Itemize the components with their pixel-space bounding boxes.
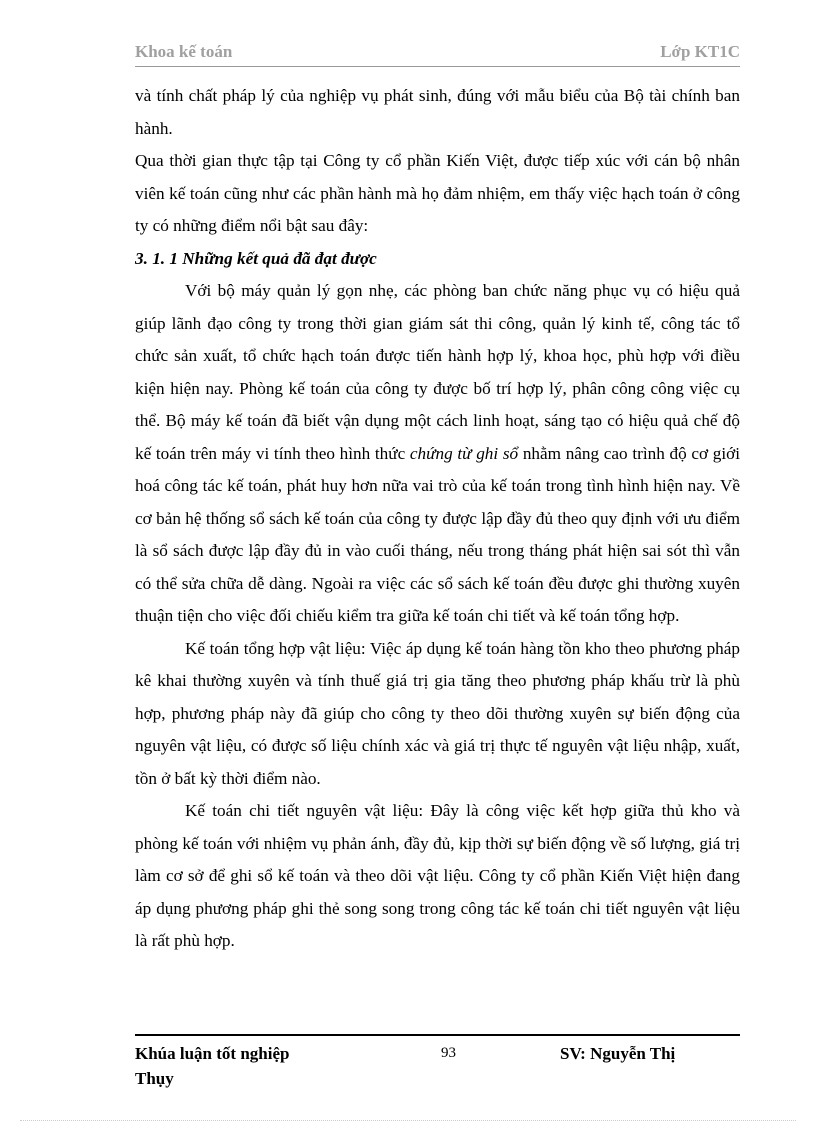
paragraph-5: Kế toán chi tiết nguyên vật liệu: Đây là công việc kết hợp giữa thủ kho và phòng kế toán với nhiệm vụ phản ánh, đầy đủ, kịp thời sự biến động về số lượng, giá trị làm cơ sở để ghi sổ kế toán và theo dõi vật liệu. Công ty cổ phần Kiến Việt hiện đang áp dụng phương pháp ghi thẻ song song trong công tác kế toán chi tiết nguyên vật liệu là rất phù hợp. bbox=[135, 801, 740, 950]
page-header bbox=[135, 40, 740, 67]
footer-student-name-cont: Thụy bbox=[135, 1069, 174, 1088]
paragraph-3-emphasis: chứng từ ghi sổ bbox=[409, 443, 519, 463]
page-number: 93 bbox=[441, 1045, 456, 1061]
paragraph-3-part-a: Với bộ máy quản lý gọn nhẹ, các phòng ban chức năng phục vụ có hiệu quả giúp lãnh đạo công ty trong thời gian giám sát thi công, quản lý kinh tế, công tác tổ chức sản xuất, tổ chức hạch toán được tiến hành hợp lý, khoa học, phù hợp với điều kiện hiện nay. Phòng kế toán của công ty được bố trí hợp lý, phân công công việc cụ thể. Bộ máy kế toán đã biết vận dụng một cách linh hoạt, sáng tạo có hiệu quả chế độ kế toán trên máy vi tính theo hình thức bbox=[135, 281, 740, 463]
footer-student: SV: Nguyễn Thị bbox=[560, 1044, 676, 1063]
paragraph-2: Qua thời gian thực tập tại Công ty cổ phần Kiến Việt, được tiếp xúc với cán bộ nhân viên kế toán cũng như các phần hành mà họ đảm nhiệm, em thấy việc hạch toán ở công ty có những điểm nổi bật sau đây: bbox=[135, 151, 740, 235]
paragraph-1: và tính chất pháp lý của nghiệp vụ phát sinh, đúng với mẫu biểu của Bộ tài chính ban hành. bbox=[135, 86, 740, 138]
paragraph-3 bbox=[135, 275, 740, 633]
page-footer bbox=[135, 1034, 740, 1088]
footer-thesis-label: Khúa luận tốt nghiệp bbox=[135, 1044, 290, 1063]
header-faculty: Khoa kế toán bbox=[135, 42, 233, 61]
paragraph-3-part-b: nhằm nâng cao trình độ cơ giới hoá công tác kế toán, phát huy hơn nữa vai trò của kế toán trong tình hình hiện nay. Về cơ bản hệ thống sổ sách kế toán của công ty được lập đầy đủ theo quy định với ưu điểm là sổ sách được lập đầy đủ in vào cuối tháng, nếu trong tháng phát hiện sai sót thì vẫn có thể sửa chữa dễ dàng. Ngoài ra việc các sổ sách kế toán đều được ghi thường xuyên thuận tiện cho việc đối chiếu kiểm tra giữa kế toán chi tiết và kế toán tổng hợp. bbox=[135, 443, 740, 625]
header-class: Lớp KT1C bbox=[660, 42, 740, 61]
section-heading: 3. 1. 1 Những kết quả đã đạt được bbox=[135, 248, 377, 268]
document-body bbox=[135, 80, 740, 958]
page-bottom-divider bbox=[20, 1120, 796, 1121]
paragraph-4: Kế toán tổng hợp vật liệu: Việc áp dụng kế toán hàng tồn kho theo phương pháp kê khai thường xuyên và tính thuế giá trị gia tăng theo phương pháp khấu trừ là phù hợp, phương pháp này đã giúp cho công ty theo dõi thường xuyên sự biến động của nguyên vật liệu, có được số liệu chính xác và giá trị thực tế nguyên vật liệu nhập, xuất, tồn ở bất kỳ thời điểm nào. bbox=[135, 638, 740, 788]
